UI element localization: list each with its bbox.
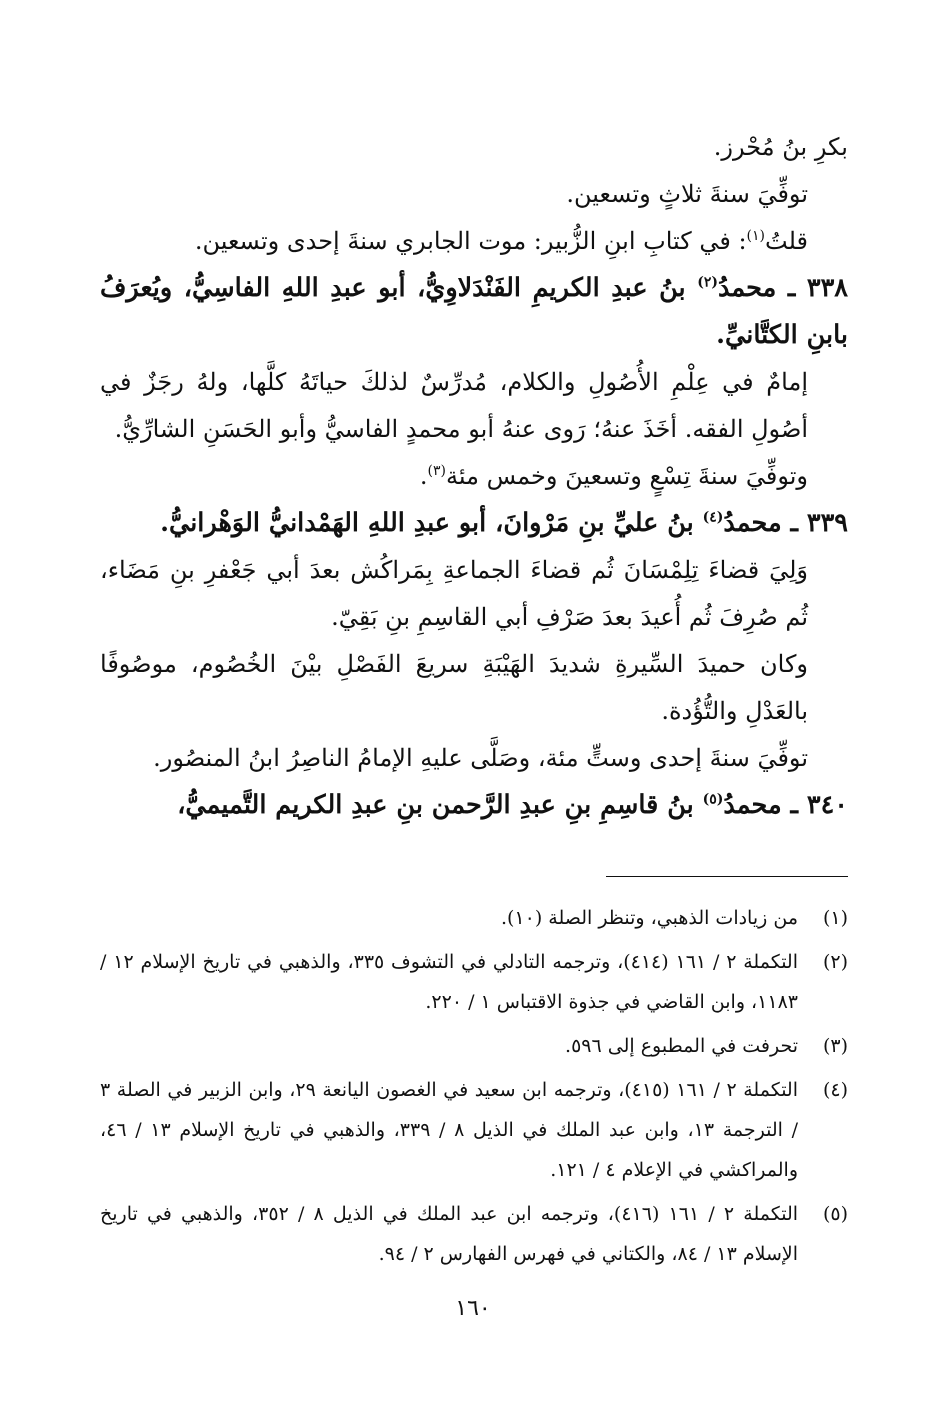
footnote-item [100,1070,848,1190]
entry-heading-339: ٣٣٩ ـ محمدُ$^{(٤)}$ بنُ عليِّ بنِ مَرْوانَ، أبو عبدِ اللهِ الهَمْدانيُّ الوَهْرانيُّ. [160,508,848,538]
footnote-separator [606,876,848,877]
entry-heading-340: ٣٤٠ ـ محمدُ$^{(٥)}$ بنُ قاسِمِ بنِ عبدِ الرَّحمن بنِ عبدِ الكريم التَّميميُّ، [177,790,848,820]
page-number: ١٦٠ [455,1296,491,1321]
footnote-item [100,942,848,1022]
entry-paragraph: وَلِيَ قضاءَ تِلِمْسَانَ ثُم قضاءَ الجماعةِ بِمَراكُش بعدَ أبي جَعْفرِ بنِ مَضَاء، ثُم صُرِفَ ثُم أُعيدَ بعدَ صَرْفِ أبي القاسِمِ بنِ بَقِيّ. [100,556,808,631]
text-line: توفِّيَ سنةَ ثلاثٍ وتسعين. [566,180,808,208]
footnote-number: (٥) [822,1203,848,1225]
footnote-ref[interactable]: (٣) [427,463,446,479]
footnote-ref[interactable]: (٥) [702,791,724,808]
footnote-ref[interactable]: (٤) [702,509,724,526]
footnote-number: (٤) [822,1079,848,1101]
entry-paragraph: وكان حميدَ السِّيرةِ شديدَ الهَيْبَةِ سريعَ الفَصْلِ بيْنَ الخُصُوم، موصُوفًا بالعَدْلِ والتُّؤُدة. [100,650,808,725]
entry-paragraph: توفِّيَ سنةَ إحدى وستٍّ مئة، وصَلَّى عليهِ الإمامُ الناصِرُ ابنُ المنصُور. [153,744,808,772]
footnote-text: من زيادات الذهبي، وتنظر الصلة (١٠). [500,907,798,929]
text-line: قلتُ$^{(١)}$: في كتابِ ابنِ الزُّبير: موت الجابري سنةَ إحدى وتسعين. [194,227,808,255]
footnote-text: التكملة ٢ / ١٦١ (٤١٤)، وترجمه التادلي في التشوف ٣٣٥، والذهبي في تاريخ الإسلام ١٢ / ١١٨٣، وابن القاضي في جذوة الاقتباس ١ / ٢٢٠. [100,951,799,1013]
footnote-item [100,1026,848,1066]
footnote-text: التكملة ٢ / ١٦١ (٤١٥)، وترجمه ابن سعيد في الغصون اليانعة ٢٩، وابن الزبير في الصلة ٣ / الترجمة ١٣، وابن عبد الملك في الذيل ٨ / ٣٣٩، والذهبي في تاريخ الإسلام ١٣ / ٤٦، والمراكشي في الإعلام ٤ / ١٢١. [100,1079,798,1181]
footnote-text: تحرفت في المطبوع إلى ٥٩٦. [565,1035,798,1057]
text-line: بكرِ بنُ مُحْرز. [713,133,848,161]
entry-paragraph: إمامٌ في عِلْمِ الأُصُولِ والكلام، مُدرِّسٌ لذلكَ حياتَهُ كلَّها، ولهُ رجَزٌ في أصُولِ الفقه. أخَذَ عنهُ؛ رَوى عنهُ أبو محمدٍ الفاسيُّ وأبو الحَسَنِ الشارِّيُّ. [100,368,809,443]
footnote-item [100,1194,848,1274]
footnote-ref[interactable]: (١) [746,228,766,244]
main-text [100,124,848,829]
footnote-number: (٢) [822,951,848,973]
footnote-number: (١) [822,907,848,929]
entry-heading-338: ٣٣٨ ـ محمدُ$^{(٢)}$ بنُ عبدِ الكريمِ الفَنْدَلاوِيُّ، أبو عبدِ اللهِ الفاسِيُّ، ويُعرَفُ بابنِ الكتَّانيِّ. [100,273,848,350]
footnote-number: (٣) [822,1035,848,1057]
footnote-item [100,898,848,938]
footnote-ref[interactable]: (٢) [697,274,719,291]
footnotes [100,898,848,1278]
entry-paragraph: وتوفِّيَ سنةَ تِسْعٍ وتسعينَ وخمس مئة$^{(٣)}$. [419,462,808,490]
footnote-text: التكملة ٢ / ١٦١ (٤١٦)، وترجمه ابن عبد الملك في الذيل ٨ / ٣٥٢، والذهبي في تاريخ الإسلام ١٣ / ٨٤، والكتاني في فهرس الفهارس ٢ / ٩٤. [100,1203,799,1265]
